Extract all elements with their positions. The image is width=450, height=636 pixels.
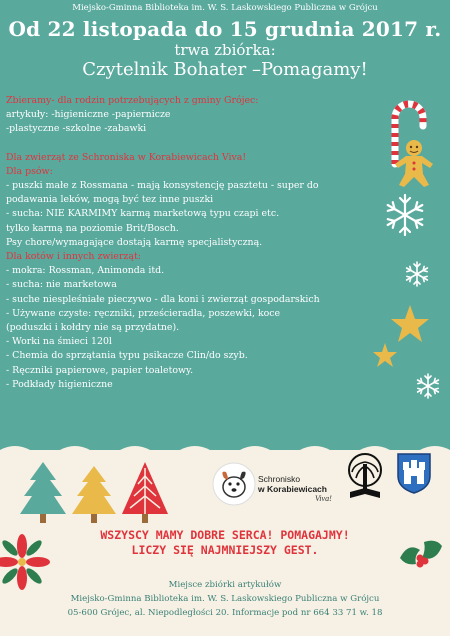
- list-item: (poduszki i kołdry nie są przydatne).: [6, 322, 180, 334]
- collection-list: [6, 94, 389, 446]
- list-item: tylko karmą na poziomie Brit/Bosch.: [6, 222, 179, 234]
- shelter-name-line1: Schronisko: [258, 474, 301, 484]
- collection-subtitle: trwa zbiórka:: [174, 41, 276, 59]
- list-item: - sucha: nie marketowa: [6, 279, 117, 291]
- date-range-title: Od 22 listopada do 15 grudnia 2017 r.: [8, 17, 442, 41]
- list-item: podawania leków, mogą być tez inne puszki: [6, 194, 214, 206]
- list-item: - sucha: NIE KARMIMY karmą marketową typu czapi etc.: [6, 208, 280, 220]
- animals-heading: Dla zwierząt ze Schroniska w Korabiewicach Viva!: [6, 151, 247, 163]
- families-heading: Zbieramy- dla rodzin potrzebujących z gminy Grójec:: [6, 95, 259, 106]
- christmas-tree-icon: [72, 466, 116, 524]
- star-icon: [372, 342, 398, 368]
- campaign-title: Czytelnik Bohater –Pomagamy!: [82, 59, 368, 80]
- shelter-logo-text: [258, 474, 327, 494]
- star-icon: [390, 304, 430, 344]
- footer-line1: Miejsce zbiórki artykułów: [168, 580, 282, 590]
- list-item: - Ręczniki papierowe, papier toaletowy.: [6, 364, 194, 376]
- dog-logo-icon: [212, 462, 256, 506]
- footer-line2: Miejsko-Gminna Biblioteka im. W. S. Laskowskiego Publiczna w Grójcu: [70, 594, 380, 604]
- gingerbread-icon: [393, 138, 435, 188]
- list-item: - Używane czyste: ręczniki, prześcieradła, poszewki, koce: [6, 307, 281, 319]
- shelter-viva: Viva!: [315, 494, 332, 503]
- spacer: [6, 137, 389, 151]
- dogs-heading: Dla psów:: [6, 165, 53, 177]
- snowflake-icon: [414, 372, 442, 400]
- library-tree-logo-icon: [344, 452, 386, 502]
- list-item: Psy chore/wymagające dostają karmę specjalistyczną.: [6, 236, 263, 248]
- christmas-tree-icon: [20, 462, 66, 524]
- slogan: [0, 528, 450, 558]
- list-item: artykuły: -higieniczne -papiernicze: [6, 109, 171, 121]
- christmas-tree-icon: [122, 462, 168, 524]
- city-crest-icon: [396, 452, 432, 494]
- list-item: - mokra: Rossman, Animonda itd.: [6, 265, 165, 277]
- shelter-name-line2: w Korabiewicach: [258, 484, 327, 494]
- footer-line3: 05-600 Grójec, al. Niepodległości 20. Informacje pod nr 664 33 71 w. 18: [67, 608, 383, 618]
- snowflake-icon: [382, 192, 428, 238]
- headline: [0, 17, 450, 81]
- slogan-line2: LICZY SIĘ NAJMNIEJSZY GEST.: [131, 543, 319, 557]
- list-item: - Worki na śmieci 120l: [6, 336, 112, 348]
- snowflake-icon: [403, 260, 431, 288]
- cats-heading: Dla kotów i innych zwierząt:: [6, 251, 141, 263]
- footer: [0, 578, 450, 620]
- list-item: - suche niespleśniałe pieczywo - dla koni i zwierząt gospodarskich: [6, 293, 320, 305]
- slogan-line1: WSZYSCY MAMY DOBRE SERCA! POMAGAJMY!: [100, 528, 350, 542]
- list-item: - Podkłady higieniczne: [6, 378, 113, 390]
- list-item: - puszki małe z Rossmana - mają konsystencję pasztetu - super do: [6, 180, 319, 192]
- library-name-top: Miejsko-Gminna Biblioteka im. W. S. Laskowskiego Publiczna w Grójcu: [72, 3, 378, 13]
- list-item: - Chemia do sprzątania typu psikacze Clin/do szyb.: [6, 350, 248, 362]
- list-item: -plastyczne -szkolne -zabawki: [6, 123, 147, 135]
